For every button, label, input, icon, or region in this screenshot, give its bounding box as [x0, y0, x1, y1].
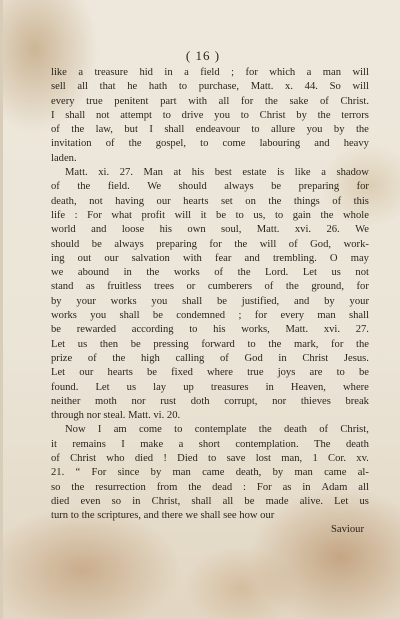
catchword: Saviour — [331, 524, 364, 535]
text-line: so the resurrection from the dead : For as in Adam all — [51, 481, 369, 493]
text-line: found. Let us lay up treasures in Heaven, where — [51, 381, 369, 393]
text-line: world and loose his own soul, Matt. xvi. 26. We — [51, 224, 369, 236]
paragraph — [51, 166, 369, 423]
text-line: sell all that he hath to purchase, Matt. x. 44. So will — [51, 81, 369, 93]
text-line: death, not having our hearts set on the things of this — [51, 195, 369, 207]
text-line: of the law, but I shall endeavour to allure you by the — [51, 124, 369, 136]
text-line: I shall not attempt to drive you to Christ by the terrors — [51, 109, 369, 121]
text-line: Now I am come to contemplate the death of Christ, — [65, 424, 369, 436]
text-line: we abound in the works of the Lord. Let us not — [51, 267, 369, 279]
text-line: Let us then be pressing forward to the mark, for the — [51, 338, 369, 350]
text-line: prize of the high calling of God in Christ Jesus. — [51, 352, 369, 364]
page-number: ( 16 ) — [185, 48, 221, 63]
text-line: be rewarded according to his works, Matt. xvi. 27. — [51, 324, 369, 336]
text-line: 21. “ For since by man came death, by man came al- — [51, 467, 369, 479]
text-line: turn to the scriptures, and there we shall see how our — [51, 510, 275, 522]
text-line: it remains I make a short contemplation. The death — [51, 438, 369, 450]
text-line: by your works you shall be justified, and by your — [51, 295, 369, 307]
text-line: life : For what profit will it be to us, to gain the whole — [51, 209, 369, 221]
text-line: every true penitent part with all for the sake of Christ. — [51, 95, 369, 107]
text-line: neither moth nor rust doth corrupt, nor thieves break — [51, 395, 369, 407]
paragraph — [51, 423, 369, 523]
text-line: through nor steal. Matt. vi. 20. — [51, 410, 181, 422]
text-line: works you shall be condemned ; for every man shall — [51, 310, 369, 322]
text-line: invitation of the gospel, to come labouring and heavy — [51, 138, 369, 150]
text-line: laden. — [51, 152, 77, 164]
text-line: Let our hearts be fixed where true joys are to be — [51, 367, 369, 379]
text-line: ing out our salvation with fear and trembling. O may — [51, 252, 369, 264]
text-line: like a treasure hid in a field ; for which a man will — [51, 67, 369, 78]
text-line: of Christ who died ! Died to save lost man, 1 Cor. xv. — [51, 453, 369, 465]
text-line: Matt. xi. 27. Man at his best estate is like a shadow — [65, 167, 369, 179]
text-line: stand as fruitless trees or cumberers of the ground, for — [51, 281, 369, 293]
paragraph — [51, 66, 369, 166]
body-text — [51, 66, 369, 524]
text-line: of the field. We should always be preparing for — [51, 181, 369, 193]
text-line: died even so in Christ, shall all be made alive. Let us — [51, 495, 369, 507]
text-line: should be always preparing for the will of God, work- — [51, 238, 369, 250]
